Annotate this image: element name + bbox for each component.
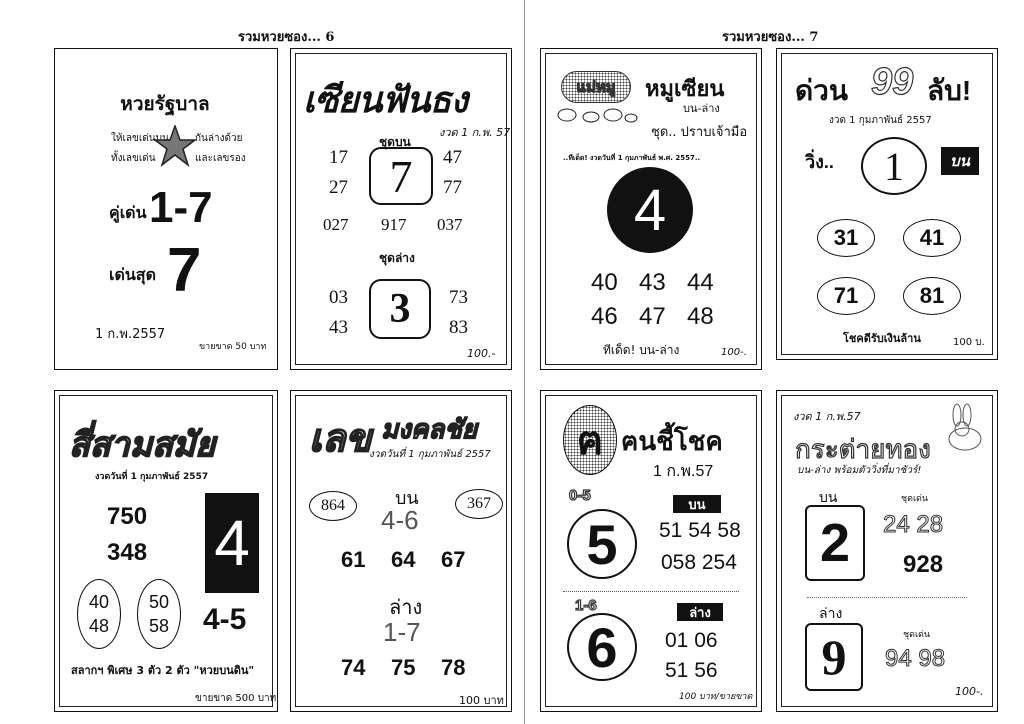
main-number-top: 5 bbox=[586, 512, 618, 576]
title-99: 99 bbox=[871, 61, 914, 103]
hint-bottom-right: และเลขรอง bbox=[195, 153, 246, 164]
row1-c: 44 bbox=[687, 269, 714, 296]
top-pair: 24 28 bbox=[883, 511, 944, 538]
price: 100 บาท/ขายขาด bbox=[679, 692, 753, 702]
price: 100.- bbox=[467, 347, 496, 360]
lower-left-1: 03 bbox=[329, 287, 348, 308]
bottom-row-2: 75 bbox=[391, 655, 416, 680]
top-main-box bbox=[805, 505, 865, 581]
main-number: 4 bbox=[633, 177, 667, 243]
bottom-main-box bbox=[805, 623, 863, 691]
top-row-3: 67 bbox=[441, 547, 466, 572]
draw-date: งวด 1 ก.พ.57 bbox=[793, 410, 861, 423]
top-row-1: 51 54 58 bbox=[659, 519, 741, 542]
oval-right-top: 50 bbox=[148, 592, 170, 612]
main-number-bottom: 6 bbox=[586, 615, 618, 679]
range-top: 0-5 bbox=[569, 487, 591, 504]
top-number: 7 bbox=[167, 236, 202, 305]
draw-date: 1 ก.พ.57 bbox=[653, 463, 714, 480]
card-title: หวยรัฐบาล bbox=[120, 94, 210, 115]
date-line: ..ทีเด็ด! งวดวันที่ 1 กุมภาพันธ์ พ.ศ. 2557.. bbox=[563, 154, 701, 162]
top-label: บน bbox=[819, 489, 838, 505]
logo-icon: ฅ bbox=[563, 405, 617, 475]
row2-b: 47 bbox=[639, 303, 666, 330]
upper-main-box bbox=[369, 147, 433, 205]
bottom-row-1: 74 bbox=[341, 655, 366, 680]
upper-left-2: 27 bbox=[329, 177, 348, 198]
run-circle bbox=[861, 137, 927, 195]
top-label: เด่นสุด bbox=[109, 265, 156, 284]
card-duan-99-lap bbox=[776, 48, 998, 360]
bottom-label: ล่าง bbox=[389, 597, 423, 619]
row1-a: 40 bbox=[591, 269, 618, 296]
top-row-1: 61 bbox=[341, 547, 366, 572]
card-title: เซียนฟันธง bbox=[303, 79, 468, 120]
card-subtitle: บน-ล่าง พร้อมตัววิ่งที่มาชัวร์! bbox=[797, 465, 922, 476]
bon-badge: บน bbox=[673, 495, 721, 513]
price: ขายขาด 50 บาท bbox=[199, 342, 267, 352]
bottom-main-number: 9 bbox=[821, 629, 847, 685]
run-label: วิ่ง.. bbox=[805, 152, 834, 172]
set-label-bottom: ชุดเด่น bbox=[903, 630, 931, 640]
oval-left-bottom: 48 bbox=[88, 616, 110, 636]
lang-badge: ล่าง bbox=[677, 603, 723, 621]
triple-3: 037 bbox=[437, 215, 463, 234]
top-row-2: 058 254 bbox=[661, 551, 737, 574]
card-title: ฅนชี้โชค bbox=[621, 426, 723, 456]
card-huay-ratthaban bbox=[54, 48, 278, 370]
draw-date: 1 ก.พ.2557 bbox=[95, 327, 166, 342]
top-main: 4-6 bbox=[381, 505, 419, 535]
range-bottom: 1-6 bbox=[575, 597, 597, 614]
card-title: หมูเซียน bbox=[645, 76, 725, 101]
lower-right-2: 83 bbox=[449, 317, 468, 338]
rabbit-icon bbox=[945, 403, 987, 451]
card-tag: ชุด.. ปราบเจ้ามือ bbox=[651, 125, 748, 140]
main-circle-top bbox=[567, 509, 637, 579]
oval-right: 367 bbox=[455, 489, 503, 519]
row2-a: 46 bbox=[591, 303, 618, 330]
hint-top-left: ให้เลขเด่นบน bbox=[111, 133, 169, 144]
number-2: 348 bbox=[107, 539, 148, 566]
bottom-label: ล่าง bbox=[819, 605, 843, 621]
num-oval-4: 81 bbox=[903, 277, 961, 315]
triple-2: 917 bbox=[381, 215, 407, 234]
bottom-row-2: 51 56 bbox=[665, 659, 718, 682]
draw-date: งวด 1 กุมภาพันธ์ 2557 bbox=[829, 115, 932, 126]
card-subtitle: บน-ล่าง bbox=[683, 102, 720, 115]
upper-main-number: 7 bbox=[389, 150, 413, 202]
pig-badge-text: แม่หมู bbox=[576, 79, 616, 96]
set-label-top: ชุดเด่น bbox=[901, 494, 929, 504]
card-si-sam-samai bbox=[54, 390, 278, 712]
main-number: 4 bbox=[214, 507, 250, 579]
top-triple: 928 bbox=[903, 551, 944, 578]
upper-right-1: 47 bbox=[443, 147, 462, 168]
pair-number: 1-7 bbox=[149, 183, 213, 232]
run-number: 1 bbox=[884, 143, 904, 189]
footer: โชคดีรับเงินล้าน bbox=[843, 332, 921, 345]
draw-date: งวดวันที่ 1 กุมภาพันธ์ 2557 bbox=[95, 472, 209, 482]
star-icon bbox=[153, 125, 197, 167]
right-page-title: รวมหวยซอง... 7 bbox=[722, 30, 819, 45]
card-moo-sian bbox=[540, 48, 762, 370]
main-circle bbox=[607, 167, 693, 253]
top-label: บน bbox=[395, 488, 419, 508]
upper-left-1: 17 bbox=[329, 147, 348, 168]
card-sian-fanthong bbox=[290, 48, 512, 370]
hint-top-right: กันล่างด้วย bbox=[195, 133, 243, 144]
oval-left-top: 40 bbox=[88, 592, 110, 612]
pair: 4-5 bbox=[203, 603, 247, 636]
card-title: สี่สามสมัย bbox=[69, 426, 216, 464]
page-fold bbox=[524, 0, 525, 724]
top-main-number: 2 bbox=[819, 513, 851, 573]
price: 100 บาท bbox=[459, 694, 504, 707]
price: 100-. bbox=[721, 347, 747, 358]
number-1: 750 bbox=[107, 503, 148, 530]
draw-date: งวด 1 ก.พ. 57 bbox=[439, 126, 511, 139]
divider bbox=[563, 591, 739, 592]
bottom-row-1: 01 06 bbox=[665, 629, 718, 652]
bon-badge: บน bbox=[941, 147, 979, 175]
oval-right-bottom: 58 bbox=[148, 616, 170, 636]
lower-main-box bbox=[369, 279, 431, 339]
hint-bottom-left: ทั้งเลขเด่น bbox=[111, 153, 156, 164]
title-mongkhonchai: มงคลชัย bbox=[381, 414, 478, 444]
bottom-row-3: 78 bbox=[441, 655, 466, 680]
num-oval-3: 71 bbox=[817, 277, 875, 315]
title-lek: เลข bbox=[309, 418, 372, 460]
left-page-title: รวมหวยซอง... 6 bbox=[238, 30, 335, 45]
bottom-main: 1-7 bbox=[383, 617, 421, 647]
card-khon-chi-chok bbox=[540, 390, 762, 712]
card-kratai-thong bbox=[776, 390, 998, 712]
main-box bbox=[205, 493, 259, 593]
lower-main-number: 3 bbox=[389, 286, 411, 332]
lower-label: ชุดล่าง bbox=[379, 251, 415, 265]
footer: ทีเด็ด! บน-ล่าง bbox=[603, 343, 680, 357]
lower-left-2: 43 bbox=[329, 317, 348, 338]
footer: สลากฯ พิเศษ 3 ตัว 2 ตัว "หวยบนดิน" bbox=[71, 664, 255, 677]
price: 100-. bbox=[955, 685, 984, 698]
title-duan: ด่วน bbox=[795, 75, 849, 106]
price: ขายขาด 500 บาท bbox=[195, 693, 277, 704]
card-lek-mongkhonchai bbox=[290, 390, 512, 712]
num-oval-1: 31 bbox=[817, 219, 875, 257]
top-row-2: 64 bbox=[391, 547, 416, 572]
triple-1: 027 bbox=[323, 215, 349, 234]
bottom-pair: 94 98 bbox=[885, 645, 946, 672]
pig-badge bbox=[561, 71, 631, 103]
lower-right-1: 73 bbox=[449, 287, 468, 308]
main-circle-bottom bbox=[567, 613, 637, 681]
draw-date: งวดวันที่ 1 กุมภาพันธ์ 2557 bbox=[369, 449, 491, 460]
card-title: กระต่ายทอง bbox=[795, 434, 931, 464]
row1-b: 43 bbox=[639, 269, 666, 296]
oval-left bbox=[77, 579, 121, 649]
oval-left: 864 bbox=[309, 491, 357, 521]
row2-c: 48 bbox=[687, 303, 714, 330]
pigs-icon bbox=[555, 101, 639, 127]
upper-label: ชุดบน bbox=[379, 135, 411, 149]
price: 100 บ. bbox=[953, 337, 985, 348]
upper-right-2: 77 bbox=[443, 177, 462, 198]
pair-label: คู่เด่น bbox=[109, 203, 147, 222]
oval-right bbox=[137, 579, 181, 649]
divider bbox=[807, 597, 967, 598]
title-lap: ลับ! bbox=[927, 75, 972, 106]
num-oval-2: 41 bbox=[903, 219, 961, 257]
